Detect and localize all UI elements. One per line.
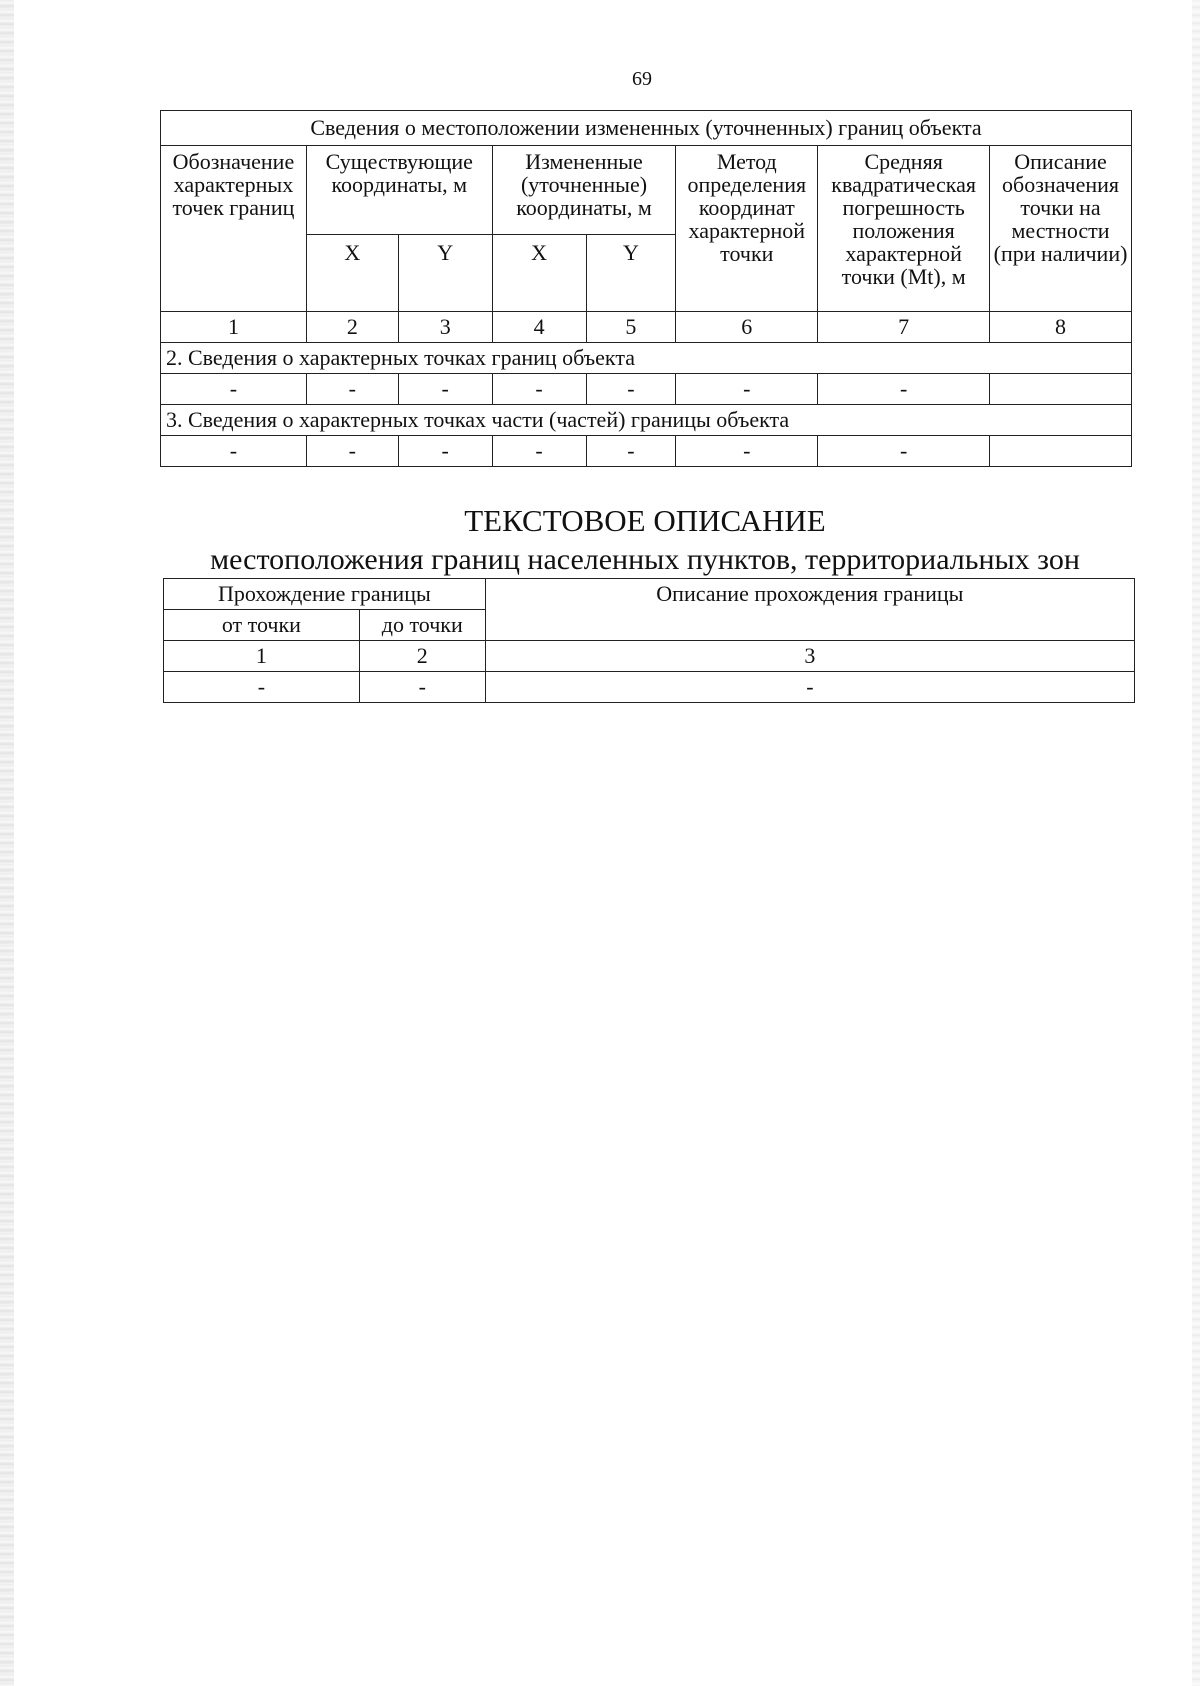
- section-subtitle: местоположения границ населенных пунктов, территориальных зон: [210, 543, 1080, 576]
- table-cell: [990, 436, 1132, 467]
- table-cell: -: [818, 374, 990, 405]
- column-number: 5: [586, 312, 676, 343]
- header-changed-coords: Измененные (уточненные) координаты, м: [492, 146, 676, 235]
- column-number: 4: [492, 312, 586, 343]
- table-caption: Сведения о местоположении измененных (уточненных) границ объекта: [161, 111, 1132, 146]
- table-cell: -: [492, 374, 586, 405]
- header-to-point: до точки: [359, 610, 485, 641]
- page-number: 69: [632, 68, 652, 90]
- table-cell: -: [306, 436, 398, 467]
- header-point-designation: Обозначение характерных точек границ: [161, 146, 307, 312]
- scan-edge-left: [0, 0, 14, 1686]
- header-boundary-passage: Прохождение границы: [164, 579, 486, 610]
- table-cell: -: [359, 672, 485, 703]
- column-number: 3: [485, 641, 1134, 672]
- column-number: 1: [164, 641, 360, 672]
- boundary-description-table: [163, 578, 1135, 703]
- header-changed-y: Y: [586, 235, 676, 312]
- column-number: 2: [359, 641, 485, 672]
- table-cell: -: [818, 436, 990, 467]
- column-number: 3: [398, 312, 492, 343]
- column-number: 8: [990, 312, 1132, 343]
- table-cell: -: [586, 374, 676, 405]
- table-cell: -: [586, 436, 676, 467]
- header-existing-y: Y: [398, 235, 492, 312]
- scan-edge-right: [1192, 0, 1200, 1686]
- table-cell: -: [492, 436, 586, 467]
- header-changed-x: X: [492, 235, 586, 312]
- table-cell: -: [676, 436, 818, 467]
- header-existing-coords: Существующие координаты, м: [306, 146, 492, 235]
- boundary-coordinates-table: [160, 110, 1132, 467]
- header-point-description: Описание обозначения точки на местности (при наличии): [990, 146, 1132, 312]
- header-method: Метод определения координат характерной точки: [676, 146, 818, 312]
- column-number: 7: [818, 312, 990, 343]
- header-passage-description: Описание прохождения границы: [485, 579, 1134, 641]
- header-from-point: от точки: [164, 610, 360, 641]
- table-cell: -: [398, 436, 492, 467]
- table-cell: -: [485, 672, 1134, 703]
- table-cell: [990, 374, 1132, 405]
- table-cell: -: [306, 374, 398, 405]
- column-number: 6: [676, 312, 818, 343]
- header-mean-error: Средняя квадратическая погрешность положения характерной точки (Mt), м: [818, 146, 990, 312]
- section-2-title: 2. Сведения о характерных точках границ объекта: [161, 343, 1132, 374]
- table-cell: -: [161, 374, 307, 405]
- section-3-title: 3. Сведения о характерных точках части (частей) границы объекта: [161, 405, 1132, 436]
- column-number: 1: [161, 312, 307, 343]
- table-cell: -: [164, 672, 360, 703]
- header-existing-x: X: [306, 235, 398, 312]
- section-title: ТЕКСТОВОЕ ОПИСАНИЕ: [464, 503, 826, 538]
- table-cell: -: [676, 374, 818, 405]
- table-cell: -: [398, 374, 492, 405]
- table-cell: -: [161, 436, 307, 467]
- column-number: 2: [306, 312, 398, 343]
